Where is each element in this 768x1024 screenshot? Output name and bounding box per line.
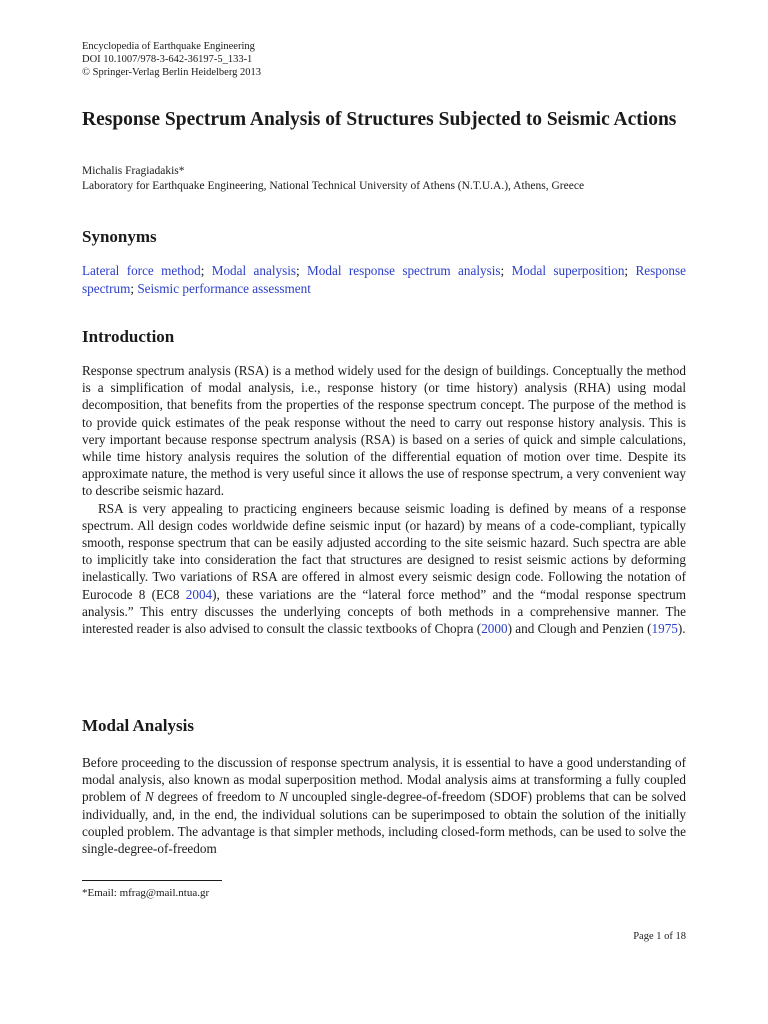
footnote-divider <box>82 880 222 881</box>
intro-p2-text: ). <box>677 621 686 637</box>
journal-name: Encyclopedia of Earthquake Engineering <box>82 41 255 52</box>
modal-text: Before proceeding to the discussion of response spectrum analysis, it is essential to have a good understanding of modal analysis, also known as modal superposition method. Modal analysis aims at transforming a fully coupled problem of <box>82 755 686 805</box>
doi: DOI 10.1007/978-3-642-36197-5_133-1 <box>82 54 253 65</box>
synonym-link[interactable]: Seismic performance assessment <box>137 280 311 296</box>
intro-p2-text: RSA is very appealing to practicing engineers because seismic loading is defined by means of a response spectrum. All design codes worldwide define seismic input (or hazard) by means of a code-compliant, typically smooth, response spectrum that can be easily adjusted according to the site seismic hazard. Such spectra are able to implicitly take into consideration the fact that structures are designed to resist seismic actions by deforming inelastically. Two variations of RSA are offered in almost every seismic design code. Following the notation of Eurocode 8 (EC8 <box>82 500 686 602</box>
author-affiliation: Laboratory for Earthquake Engineering, National Technical University of Athens (N.T.U.A.), Athens, Greece <box>82 180 585 192</box>
copyright: © Springer-Verlag Berlin Heidelberg 2013 <box>82 67 262 78</box>
footnote: *Email: mfrag@mail.ntua.gr <box>82 887 210 899</box>
variable-n: N <box>144 789 154 805</box>
intro-paragraph-1: Response spectrum analysis (RSA) is a method widely used for the design of buildings. Conceptually the method is a simplification of modal analysis, i.e., response history (or time history) analysis (RHA) using modal decomposition, that benefits from the properties of the response spectrum concept. The purpose of the method is to provide quick estimates of the peak response without the need to carry out response history analysis. This is very important because response spectrum analysis (RSA) is based on a series of quick and simple calculations, while time history analysis requires the solution of the differential equation of motion over time. Despite its approximate nature, the method is very useful since it allows the use of response spectrum, a very convenient way to describe seismic hazard. <box>82 363 686 499</box>
synonym-link[interactable]: Response spectrum <box>82 263 687 296</box>
citation-chopra-2000[interactable]: 2000 <box>481 621 508 637</box>
introduction-body <box>82 362 686 637</box>
citation-ec8-2004[interactable]: 2004 <box>185 586 213 602</box>
synonyms-list: Lateral force method; Modal analysis; Modal response spectrum analysis; Modal superposition; Response spectrum; Seismic performance assessment <box>82 263 687 296</box>
synonym-link[interactable]: Lateral force method <box>82 263 201 278</box>
synonym-link[interactable]: Modal response spectrum analysis <box>307 263 501 278</box>
modal-analysis-heading: Modal Analysis <box>82 716 194 735</box>
citation-clough-1975[interactable]: 1975 <box>651 621 678 637</box>
modal-analysis-body <box>82 754 686 857</box>
intro-p2-text: ) and Clough and Penzien ( <box>507 621 652 637</box>
page-number: Page 1 of 18 <box>633 931 686 942</box>
intro-p2-text: ), these variations are the “lateral force method” and the “modal response spectrum analysis.” This entry discusses the underlying concepts of both methods in a comprehensive manner. The interested reader is also advised to consult the classic textbooks of Chopra ( <box>82 586 686 637</box>
journal-header <box>82 40 261 79</box>
author-name: Michalis Fragiadakis* <box>82 165 185 177</box>
synonyms-heading: Synonyms <box>82 227 157 246</box>
synonym-link[interactable]: Modal analysis <box>211 263 297 278</box>
variable-n: N <box>279 789 288 805</box>
modal-text: degrees of freedom to <box>153 789 280 805</box>
synonym-link[interactable]: Modal superposition <box>511 263 625 278</box>
author-block <box>82 164 584 194</box>
modal-text: uncoupled single-degree-of-freedom (SDOF) problems that can be solved individually, and, in the end, the individual solutions can be superimposed to obtain the solution of the initially coupled problem. The advantage is that simpler methods, including closed-form methods, can be used to solve the single-degree-of-freedom <box>82 789 687 857</box>
intro-paragraph-2 <box>82 500 686 638</box>
article-title: Response Spectrum Analysis of Structures Subjected to Seismic Actions <box>82 109 677 130</box>
modal-paragraph-1 <box>82 754 686 857</box>
introduction-heading: Introduction <box>82 327 175 346</box>
